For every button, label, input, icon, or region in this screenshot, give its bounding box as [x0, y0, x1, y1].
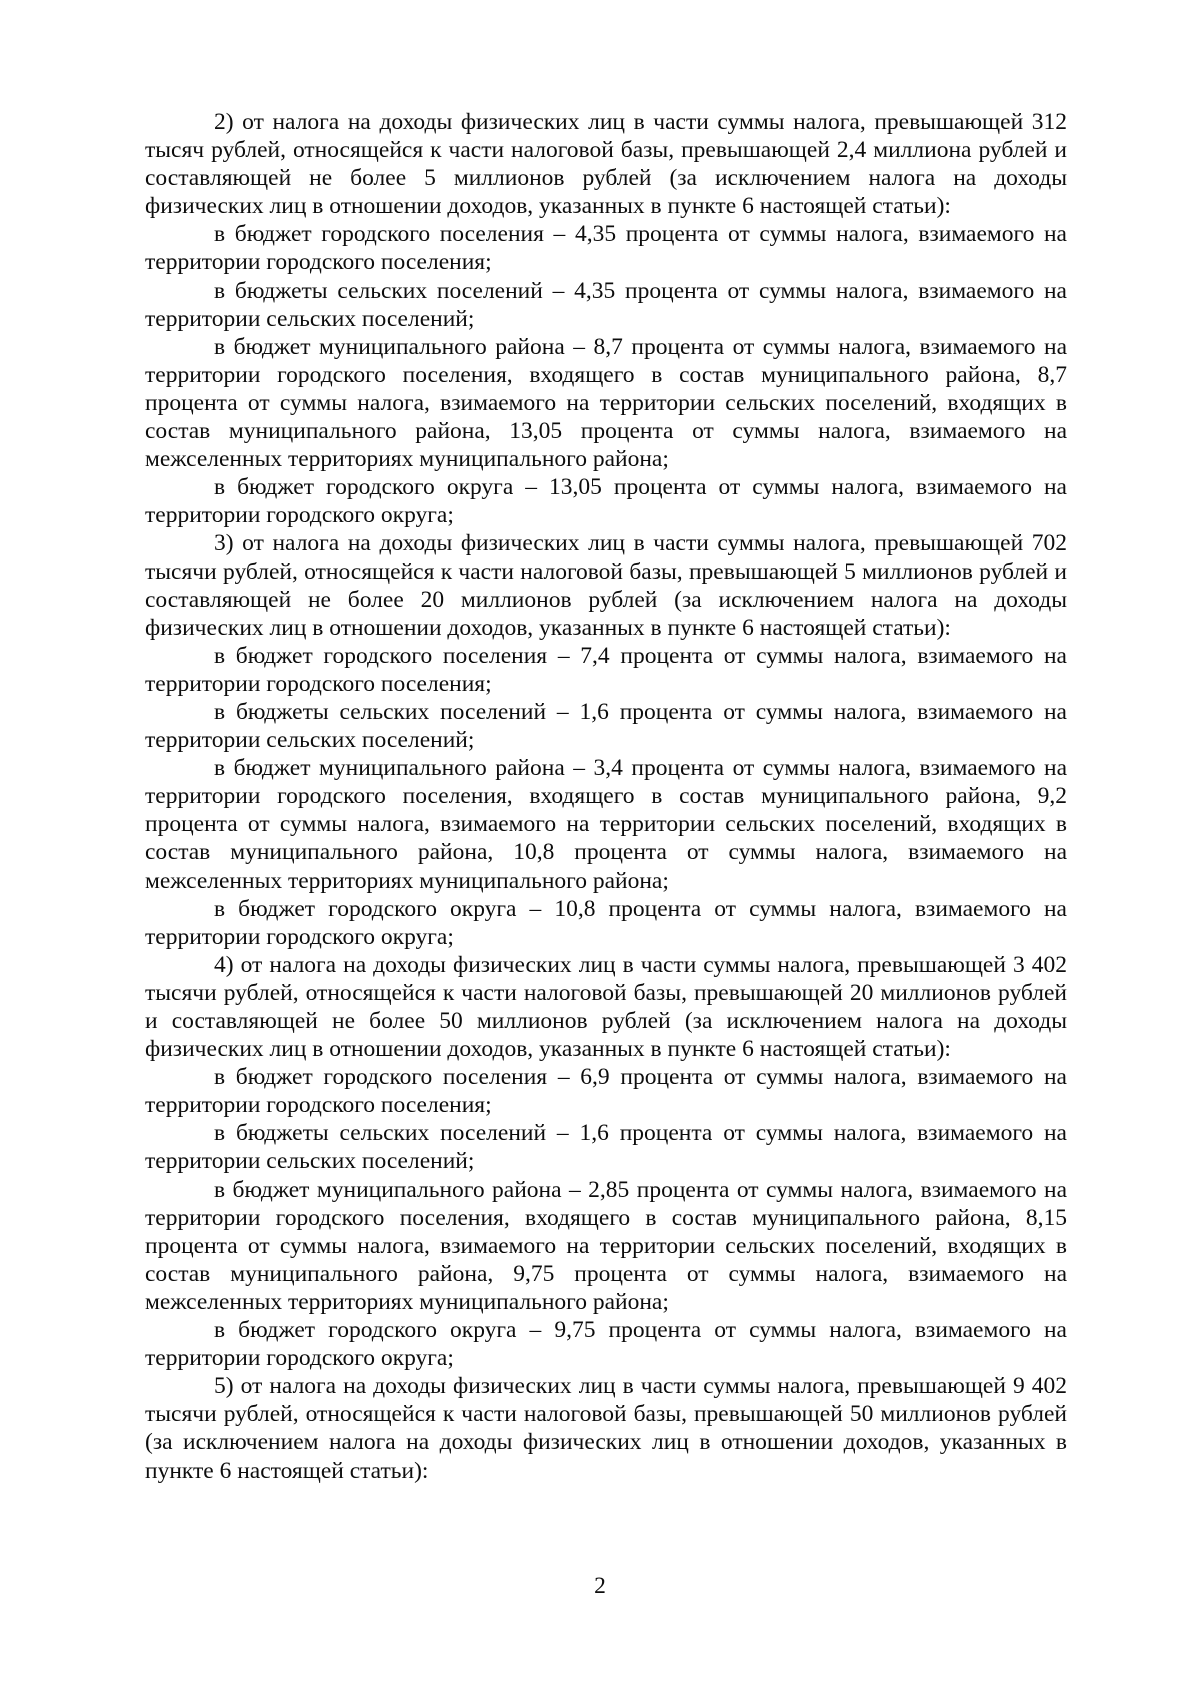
paragraph: в бюджеты сельских поселений – 1,6 процента от суммы налога, взимаемого на территории сельских поселений;	[145, 698, 1067, 754]
paragraph: в бюджет городского поселения – 7,4 процента от суммы налога, взимаемого на территории городского поселения;	[145, 642, 1067, 697]
paragraph: в бюджет муниципального района – 3,4 процента от суммы налога, взимаемого на территории городского поселения, входящего в состав муниципального района, 9,2 процента от суммы налога, взимаемого на территории сельских поселений, входящих в состав муниципального района, 10,8 процента от суммы налога, взимаемого на межселенных территориях муниципального района;	[145, 755, 1067, 894]
paragraph: в бюджет городского округа – 10,8 процента от суммы налога, взимаемого на территории городского округа;	[145, 895, 1067, 950]
paragraph: в бюджет городского округа – 13,05 процента от суммы налога, взимаемого на территории городского округа;	[145, 474, 1067, 529]
paragraph: 2) от налога на доходы физических лиц в части суммы налога, превышающей 312 тысяч рублей, относящейся к части налоговой базы, превышающей 2,4 миллиона рублей и составляющей не более 5 миллионов рублей (за исключением налога на доходы физических лиц в отношении доходов, указанных в пункте 6 настоящей статьи):	[145, 109, 1067, 220]
paragraph: в бюджеты сельских поселений – 4,35 процента от суммы налога, взимаемого на территории сельских поселений;	[145, 277, 1067, 332]
paragraph: в бюджет городского округа – 9,75 процента от суммы налога, взимаемого на территории городского округа;	[145, 1317, 1067, 1372]
paragraph: 5) от налога на доходы физических лиц в части суммы налога, превышающей 9 402 тысячи рублей, относящейся к части налоговой базы, превышающей 50 миллионов рублей (за исключением налога на доходы физических лиц в отношении доходов, указанных в пункте 6 настоящей статьи):	[145, 1373, 1067, 1484]
paragraph: в бюджеты сельских поселений – 1,6 процента от суммы налога, взимаемого на территории сельских поселений;	[145, 1120, 1067, 1175]
paragraph: 3) от налога на доходы физических лиц в части суммы налога, превышающей 702 тысячи рублей, относящейся к части налоговой базы, превышающей 5 миллионов рублей и составляющей не более 20 миллионов рублей (за исключением налога на доходы физических лиц в отношении доходов, указанных в пункте 6 настоящей статьи):	[145, 530, 1067, 641]
paragraph: в бюджет муниципального района – 2,85 процента от суммы налога, взимаемого на территории городского поселения, входящего в состав муниципального района, 8,15 процента от суммы налога, взимаемого на территории сельских поселений, входящих в состав муниципального района, 9,75 процента от суммы налога, взимаемого на межселенных территориях муниципального района;	[145, 1176, 1067, 1315]
paragraph: в бюджет городского поселения – 6,9 процента от суммы налога, взимаемого на территории городского поселения;	[145, 1064, 1067, 1119]
document-body	[145, 108, 1067, 1485]
paragraph: в бюджет муниципального района – 8,7 процента от суммы налога, взимаемого на территории городского поселения, входящего в состав муниципального района, 8,7 процента от суммы налога, взимаемого на территории сельских поселений, входящих в состав муниципального района, 13,05 процента от суммы налога, взимаемого на межселенных территориях муниципального района;	[145, 333, 1067, 473]
paragraph: 4) от налога на доходы физических лиц в части суммы налога, превышающей 3 402 тысячи рублей, относящейся к части налоговой базы, превышающей 20 миллионов рублей и составляющей не более 50 миллионов рублей (за исключением налога на доходы физических лиц в отношении доходов, указанных в пункте 6 настоящей статьи):	[145, 951, 1067, 1063]
page-number: 2	[594, 1573, 606, 1599]
paragraph: в бюджет городского поселения – 4,35 процента от суммы налога, взимаемого на территории городского поселения;	[145, 221, 1067, 276]
